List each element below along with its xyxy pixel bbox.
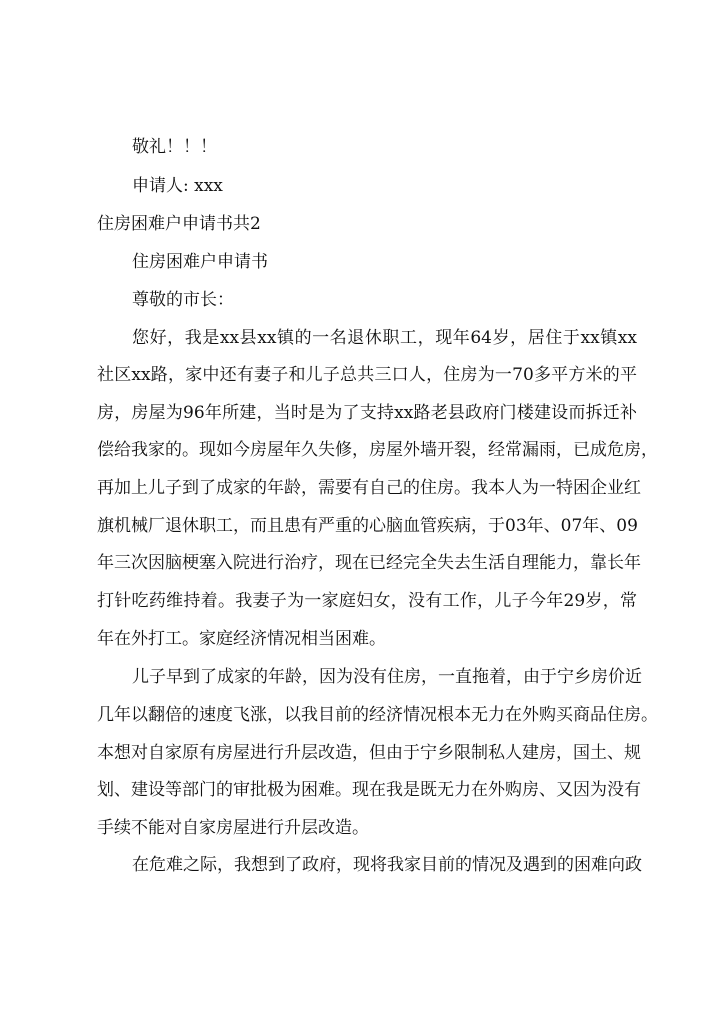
paragraph-1-line-7: 年三次因脑梗塞入院进行治疗，现在已经完全失去生活自理能力，靠长年: [97, 553, 641, 573]
paragraph-2-line-5: 手续不能对自家房屋进行升层改造。: [97, 818, 369, 838]
paragraph-1-line-9: 年在外打工。家庭经济情况相当困难。: [97, 629, 386, 649]
section-title: 住房困难户申请书共2: [97, 214, 261, 234]
letter-title: 住房困难户申请书: [132, 252, 268, 272]
salutation-line: 尊敬的市长：: [132, 290, 234, 310]
paragraph-2-line-4: 划、建设等部门的审批极为困难。现在我是既无力在外购房、又因为没有: [97, 780, 641, 800]
paragraph-1-line-3: 房，房屋为96年所建，当时是为了支持xx路老县政府门楼建设而拆迁补: [97, 403, 637, 423]
paragraph-2-line-1: 儿子早到了成家的年龄，因为没有住房，一直拖着，由于宁乡房价近: [132, 667, 642, 687]
closing-line: 敬礼！！！: [132, 137, 217, 157]
paragraph-1-line-5: 再加上儿子到了成家的年龄，需要有自己的住房。我本人为一特困企业红: [97, 478, 641, 498]
paragraph-1-line-6: 旗机械厂退休职工，而且患有严重的心脑血管疾病，于03年、07年、09: [97, 516, 638, 536]
applicant-line: 申请人: xxx: [132, 176, 223, 196]
paragraph-1-line-1: 您好，我是xx县xx镇的一名退休职工，现年64岁，居住于xx镇xx: [132, 328, 637, 348]
paragraph-3-line-1: 在危难之际，我想到了政府，现将我家目前的情况及遇到的困难向政: [132, 855, 642, 875]
paragraph-2-line-3: 本想对自家原有房屋进行升层改造，但由于宁乡限制私人建房，国土、规: [97, 743, 641, 763]
paragraph-1-line-4: 偿给我家的。现如今房屋年久失修，房屋外墙开裂，经常漏雨，已成危房，: [97, 440, 658, 460]
paragraph-2-line-2: 几年以翻倍的速度飞涨，以我目前的经济情况根本无力在外购买商品住房。: [97, 705, 658, 725]
paragraph-1-line-8: 打针吃药维持着。我妻子为一家庭妇女，没有工作，儿子今年29岁，常: [97, 591, 637, 611]
paragraph-1-line-2: 社区xx路，家中还有妻子和儿子总共三口人，住房为一70多平方米的平: [97, 365, 637, 385]
